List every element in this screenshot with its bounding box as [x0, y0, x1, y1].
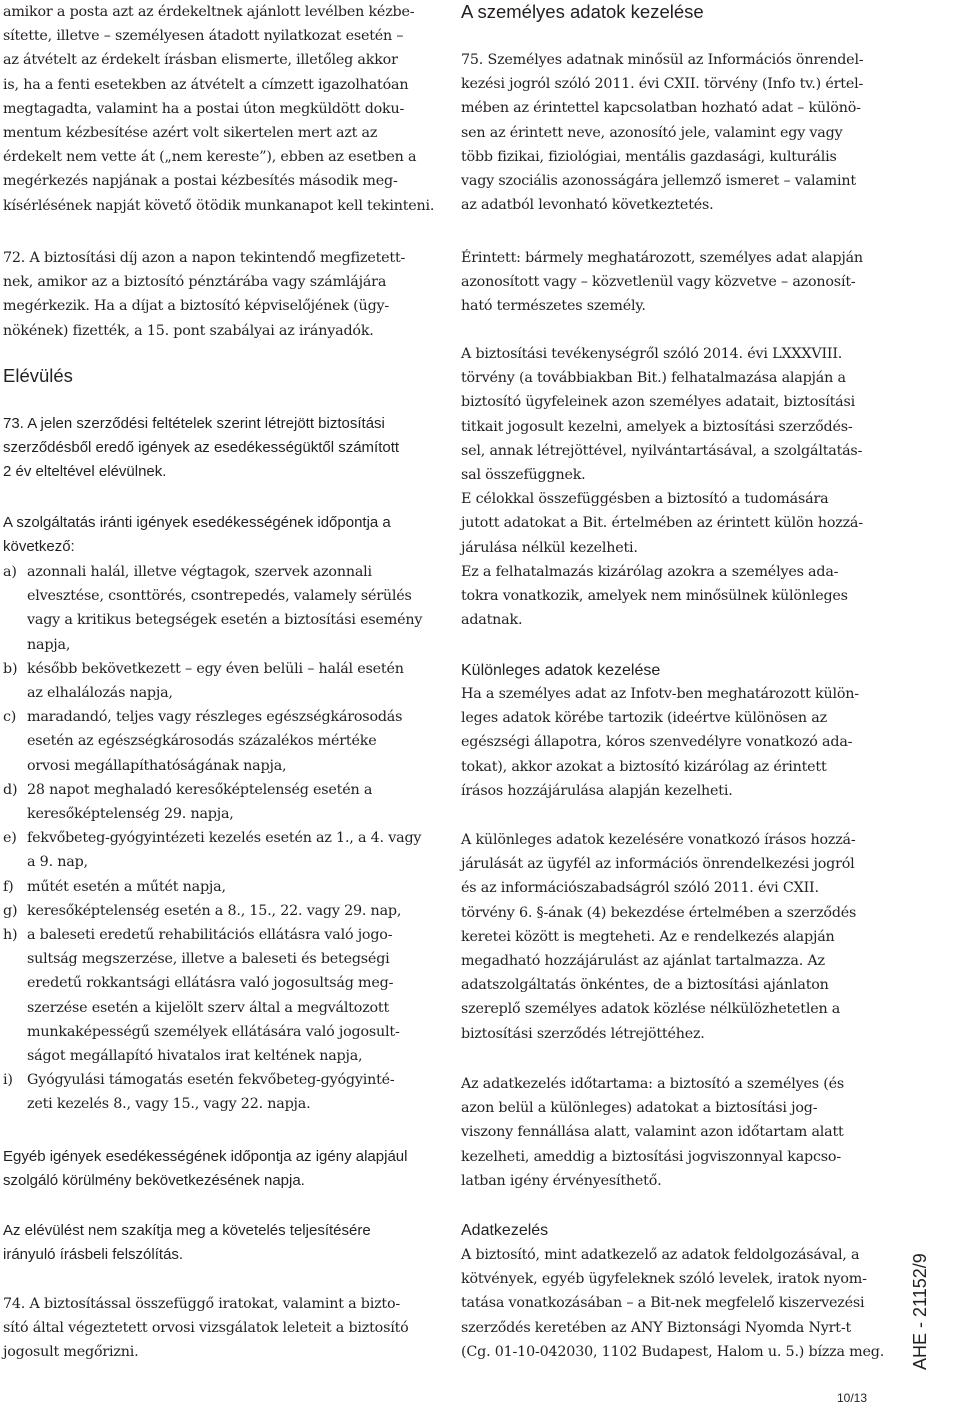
- list-item: [3, 778, 435, 826]
- text-line: is, ha a fenti esetekben az átvételt a címzett igazolhatóan: [3, 76, 409, 93]
- text-line: vagy szociális azonosságára jellemző ismeret – valamint: [461, 173, 856, 190]
- text-line: következő:: [3, 538, 75, 556]
- list-marker: c): [3, 709, 17, 726]
- text-line: és az információszabadságról szóló 2011. évi CXII.: [461, 880, 819, 897]
- text-line: maradandó, teljes vagy részleges egészségkárosodás: [27, 709, 403, 726]
- duration-paragraph: [461, 1072, 844, 1193]
- text-line: 28 napot meghaladó keresőképtelenség esetén a: [27, 781, 373, 798]
- text-line: szereplő személyes adatok közlése nélkülözhetetlen a: [461, 1001, 841, 1018]
- text-line: Gyógyulási támogatás esetén fekvőbeteg-gyógyinté-: [27, 1072, 395, 1089]
- text-line: zeti kezelés 8., vagy 15., vagy 22. napja.: [27, 1096, 311, 1113]
- text-line: nek, amikor az a biztosító pénztárába vagy számlájára: [3, 274, 387, 291]
- document-code: AHE - 21152/9: [910, 1253, 930, 1370]
- text-line: jutott adatokat a Bit. értelmében az érintett külön hozzá-: [461, 515, 863, 532]
- list-marker: g): [3, 902, 18, 919]
- other-due-paragraph: [3, 1145, 407, 1193]
- list-item: [3, 657, 435, 705]
- list-marker: h): [3, 927, 18, 944]
- text-line: törvény 6. §-ának (4) bekezdése értelmében a szerződés: [461, 904, 857, 921]
- text-line: viszony fennállása alatt, valamint azon időtartam alatt: [461, 1124, 844, 1141]
- text-line: munkaképességű személyek ellátására való jogosult-: [27, 1023, 400, 1040]
- text-line: amikor a posta azt az érdekeltnek ajánlott levélben kézbe-: [3, 4, 415, 20]
- list-marker: a): [3, 564, 17, 580]
- text-line: tokat), akkor azokat a biztosító kizárólag az érintett: [461, 758, 827, 775]
- due-date-list: [3, 560, 435, 1117]
- bit-paragraph: [461, 342, 863, 632]
- text-line: leges adatok körébe tartozik (ideértve különösen az: [461, 710, 827, 727]
- text-line: járulása nélkül kezelheti.: [461, 539, 638, 556]
- list-marker: f): [3, 878, 14, 895]
- text-line: Ha a személyes adat az Infotv-ben meghatározott külön-: [461, 686, 859, 702]
- text-line: sultság megszerzése, illetve a baleseti és betegségi: [27, 951, 390, 968]
- text-line: megtagadta, valamint ha a postai úton megküldött doku-: [3, 100, 405, 117]
- heading-personal-data: A személyes adatok kezelése: [461, 1, 704, 22]
- list-item: [3, 923, 435, 1068]
- text-line: orvosi megállapíthatóságának napja,: [27, 757, 287, 774]
- text-line: szerződésből eredő igények az esedékességüktől számított: [3, 439, 400, 457]
- text-line: elvesztése, csonttörés, csontrepedés, valamely sérülés: [27, 588, 412, 605]
- text-line: kezelheti, ameddig a biztosítási jogviszonnyal kapcso-: [461, 1148, 841, 1165]
- text-line: E célokkal összefüggésben a biztosító a tudomására: [461, 491, 829, 508]
- text-line: sító által végeztetett orvosi vizsgálatok leleteit a biztosító: [3, 1320, 409, 1337]
- text-line: Egyéb igények esedékességének időpontja az igény alapjául: [3, 1148, 408, 1165]
- text-line: egészségi állapotra, kóros szenvedélyre vonatkozó ada-: [461, 734, 853, 751]
- text-line: 72. A biztosítási díj azon a napon tekintendő megfizetett-: [3, 250, 406, 266]
- text-line: (Cg. 01-10-042030, 1102 Budapest, Halom u. 5.) bízza meg.: [461, 1343, 885, 1360]
- list-marker: i): [3, 1072, 13, 1089]
- processing-paragraph: [461, 1243, 884, 1364]
- paragraph-72: [3, 246, 405, 343]
- text-line: az átvételt az érdekelt írásban elismerte, illetőleg akkor: [3, 52, 398, 69]
- text-line: adatnak.: [461, 612, 523, 629]
- list-item: [3, 560, 435, 657]
- text-line: sel, annak létrejöttével, nyilvántartásával, a szolgáltatás-: [461, 442, 863, 459]
- text-line: Ez a felhatalmazás kizárólag azokra a személyes ada-: [461, 563, 839, 580]
- text-line: biztosítási szerződés létrejöttéhez.: [461, 1025, 705, 1042]
- text-line: azonosított vagy – közvetlenül vagy közvetve – azonosít-: [461, 274, 856, 291]
- text-line: nökének) fizették, a 15. pont szabályai az irányadók.: [3, 322, 374, 339]
- text-line: keresőképtelenség esetén a 8., 15., 22. vagy 29. nap,: [27, 902, 402, 919]
- text-line: eredetű rokkantsági ellátásra való jogosultság meg-: [27, 975, 394, 992]
- text-line: azon belül a különleges) adatokat a biztosítási jog-: [461, 1100, 818, 1117]
- text-line: megérkezik. Ha a díjat a biztosító képviselőjének (ügy-: [3, 298, 390, 315]
- paragraph-75: [461, 48, 863, 217]
- text-line: szerzése esetén a kijelölt szerv által a megváltozott: [27, 999, 390, 1016]
- text-line: keresőképtelenség 29. napja,: [27, 806, 234, 823]
- text-line: Érintett: bármely meghatározott, személyes adat alapján: [461, 250, 863, 266]
- text-line: tokra vonatkozik, amelyek nem minősülnek különleges: [461, 588, 848, 605]
- list-item: [3, 899, 435, 923]
- text-line: járulását az ügyfél az információs önrendelkezési jogról: [461, 856, 855, 873]
- intro-paragraph: [3, 0, 434, 218]
- consent-paragraph: [461, 828, 856, 1046]
- text-line: ságot megállapító hivatalos irat keltének napja,: [27, 1048, 363, 1065]
- text-line: jogosult megőrizni.: [3, 1344, 139, 1361]
- text-line: szolgáló körülmény bekövetkezésének napja.: [3, 1172, 305, 1190]
- text-line: 75. Személyes adatnak minősül az Információs önrendel-: [461, 52, 864, 68]
- text-line: szerződés keretében az ANY Biztonsági Nyomda Nyrt-t: [461, 1319, 852, 1336]
- text-line: megadható hozzájárulást az ajánlat tartalmazza. Az: [461, 953, 825, 970]
- text-line: biztosító ügyfeleinek azon személyes adatait, biztosítási: [461, 394, 856, 411]
- text-line: az adatból levonható következtetés.: [461, 197, 714, 214]
- due-date-heading: [3, 511, 391, 559]
- text-line: mentum kézbesítése azért volt sikertelen mert azt az: [3, 125, 378, 142]
- heading-elevules: Elévülés: [3, 365, 73, 386]
- text-line: írásos hozzájárulása alapján kezelheti.: [461, 782, 733, 799]
- text-line: A biztosító, mint adatkezelő az adatok feldolgozásával, a: [461, 1247, 860, 1263]
- text-line: vagy a kritikus betegségek esetén a biztosítási esemény: [27, 612, 423, 629]
- text-line: adatszolgáltatás önkéntes, de a biztosítási ajánlaton: [461, 977, 829, 994]
- text-line: 73. A jelen szerződési feltételek szerint létrejött biztosítási: [3, 415, 385, 432]
- text-line: törvény (a továbbiakban Bit.) felhatalmazása alapján a: [461, 370, 846, 387]
- text-line: irányuló írásbeli felszólítás.: [3, 1246, 184, 1264]
- text-line: sen az érintett neve, azonosító jele, valamint egy vagy: [461, 124, 843, 141]
- page-number: 10/13: [837, 1391, 868, 1405]
- text-line: kísérlésének napját követő ötödik munkanapot kell tekinteni.: [3, 197, 435, 214]
- interrupt-paragraph: [3, 1219, 371, 1267]
- paragraph-74: [3, 1292, 409, 1365]
- text-line: később bekövetkezett – egy éven belüli – halál esetén: [27, 660, 404, 677]
- text-line: mében az érintettel kapcsolatban hozható adat – különö-: [461, 100, 861, 117]
- list-marker: d): [3, 781, 18, 798]
- text-line: napja,: [27, 636, 71, 653]
- text-line: latban igény érvényesíthető.: [461, 1172, 662, 1189]
- text-line: esetén az egészségkárosodás százalékos mértéke: [27, 733, 377, 750]
- heading-data-processing: Adatkezelés: [461, 1222, 549, 1239]
- list-item: [3, 1068, 435, 1116]
- text-line: Az elévülést nem szakítja meg a követelés teljesítésére: [3, 1222, 371, 1239]
- text-line: 2 év elteltével elévülnek.: [3, 463, 167, 481]
- list-item: [3, 875, 435, 899]
- text-line: kezési jogról szóló 2011. évi CXII. törvény (Info tv.) értel-: [461, 76, 864, 93]
- text-line: keretei között is megteheti. Az e rendelkezés alapján: [461, 928, 835, 945]
- list-marker: e): [3, 830, 17, 847]
- text-line: sal összefüggnek.: [461, 467, 586, 484]
- text-line: A különleges adatok kezelésére vonatkozó írásos hozzá-: [461, 832, 856, 848]
- text-line: az elhalálozás napja,: [27, 685, 173, 702]
- text-line: kötvények, egyéb ügyfeleknek szóló levelek, iratok nyom-: [461, 1271, 867, 1288]
- text-line: 74. A biztosítással összefüggő iratokat, valamint a bizto-: [3, 1296, 401, 1312]
- text-line: megérkezés napjának a postai kézbesítés második meg-: [3, 173, 398, 190]
- text-line: sítette, illetve – személyesen átadott nyilatkozat esetén –: [3, 28, 404, 45]
- list-marker: b): [3, 660, 18, 677]
- special-data-paragraph: [461, 682, 859, 803]
- paragraph-73: [3, 412, 399, 485]
- affected-paragraph: [461, 246, 863, 319]
- text-line: a 9. nap,: [27, 854, 88, 871]
- text-line: több fizikai, fiziológiai, mentális gazdasági, kulturális: [461, 148, 837, 165]
- text-line: műtét esetén a műtét napja,: [27, 878, 226, 895]
- text-line: Az adatkezelés időtartama: a biztosító a személyes (és: [461, 1076, 844, 1092]
- list-item: [3, 826, 435, 874]
- text-line: ható természetes személy.: [461, 298, 646, 315]
- text-line: a baleseti eredetű rehabilitációs ellátásra való jogo-: [27, 927, 393, 944]
- text-line: titkait jogosult kezelni, amelyek a biztosítási szerződés-: [461, 418, 853, 435]
- text-line: érdekelt nem vette át („nem kereste”), ebben az esetben a: [3, 149, 417, 166]
- heading-special-data: Különleges adatok kezelése: [461, 662, 661, 679]
- text-line: azonnali halál, illetve végtagok, szervek azonnali: [27, 564, 372, 580]
- text-line: A biztosítási tevékenységről szóló 2014. évi LXXXVIII.: [461, 346, 843, 362]
- text-line: A szolgáltatás iránti igények esedékességének időpontja a: [3, 514, 391, 531]
- text-line: fekvőbeteg-gyógyintézeti kezelés esetén az 1., a 4. vagy: [27, 830, 422, 847]
- text-line: tatása vonatkozásában – a Bit-nek megfelelő kiszervezési: [461, 1295, 865, 1312]
- list-item: [3, 705, 435, 778]
